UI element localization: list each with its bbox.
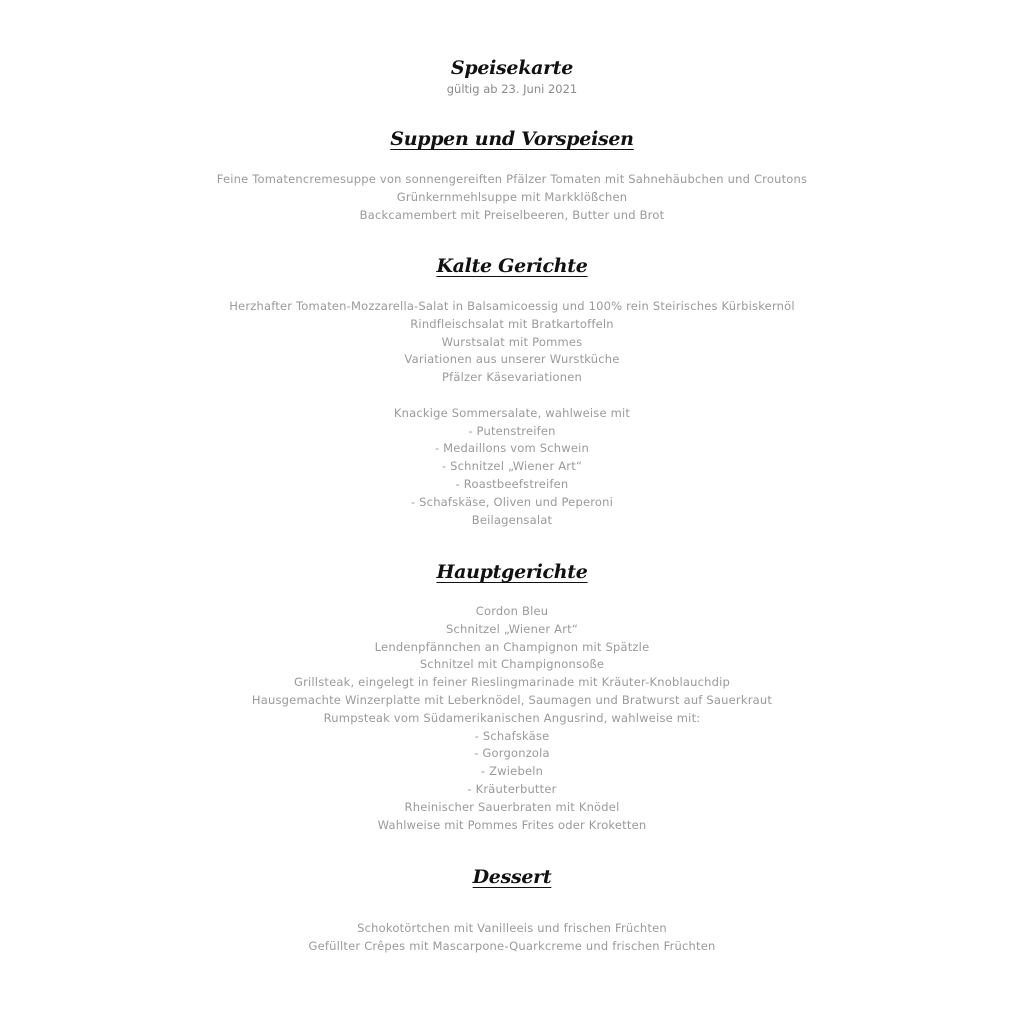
valid-from-date: gültig ab 23. Juni 2021	[446, 82, 578, 96]
list-item: Rumpsteak vom Südamerikanischen Angusrind, wahlweise mit:	[323, 710, 701, 725]
list-item: Wurstsalat mit Pommes	[441, 334, 583, 349]
list-item: Schnitzel mit Champignonsoße	[419, 657, 605, 672]
list-spacer	[0, 387, 1024, 405]
list-item: Rheinischer Sauerbraten mit Knödel	[404, 799, 620, 814]
list-item: - Schafskäse, Oliven und Peperoni	[410, 494, 614, 509]
section-list-suppen	[0, 171, 1024, 224]
section-list-kalte-gerichte	[0, 298, 1024, 529]
list-item: - Putenstreifen	[468, 423, 556, 438]
list-item: Herzhafter Tomaten-Mozzarella-Salat in Balsamicoessig und 100% rein Steirisches Kürbiskernöl	[229, 299, 795, 313]
list-item: - Zwiebeln	[480, 764, 544, 779]
list-item: Schnitzel „Wiener Art“	[445, 621, 578, 636]
list-item: Lendenpfännchen an Champignon mit Spätzle	[374, 639, 650, 654]
menu-title: Speisekarte	[450, 57, 574, 79]
list-item: Schokotörtchen mit Vanilleeis und frischen Früchten	[357, 921, 667, 935]
list-item: Wahlweise mit Pommes Frites oder Kroketten	[377, 817, 647, 832]
section-heading-hauptgerichte: Hauptgerichte	[436, 561, 588, 583]
list-item: Feine Tomatencremesuppe von sonnengereiften Pfälzer Tomaten mit Sahnehäubchen und Croutons	[216, 172, 808, 186]
list-item: Pfälzer Käsevariationen	[442, 370, 582, 385]
list-item: Gefüllter Crêpes mit Mascarpone-Quarkcreme und frischen Früchten	[308, 938, 716, 953]
section-heading-dessert: Dessert	[472, 866, 552, 888]
list-item: Backcamembert mit Preiselbeeren, Butter und Brot	[359, 207, 665, 222]
list-item: - Schnitzel „Wiener Art“	[441, 459, 583, 474]
list-item: Beilagensalat	[471, 512, 553, 527]
list-item: Variationen aus unserer Wurstküche	[404, 352, 620, 367]
section-list-hauptgerichte	[0, 603, 1024, 834]
section-heading-kalte-gerichte: Kalte Gerichte	[436, 255, 588, 277]
list-item: Rindfleischsalat mit Bratkartoffeln	[410, 316, 614, 331]
list-item: - Medaillons vom Schwein	[434, 441, 590, 456]
list-item: - Gorgonzola	[474, 746, 550, 761]
list-item: Knackige Sommersalate, wahlweise mit	[393, 405, 631, 420]
list-item: - Schafskäse	[474, 728, 550, 743]
list-item: - Kräuterbutter	[467, 781, 557, 796]
section-heading-suppen: Suppen und Vorspeisen	[390, 128, 634, 150]
section-list-dessert	[0, 920, 1024, 956]
list-item: Grünkernmehlsuppe mit Markklößchen	[396, 189, 628, 204]
list-item: Grillsteak, eingelegt in feiner Rieslingmarinade mit Kräuter-Knoblauchdip	[293, 675, 731, 690]
list-item: - Roastbeefstreifen	[455, 476, 569, 491]
list-item: Cordon Bleu	[475, 604, 549, 618]
list-item: Hausgemachte Winzerplatte mit Leberknödel, Saumagen und Bratwurst auf Sauerkraut	[251, 692, 773, 707]
